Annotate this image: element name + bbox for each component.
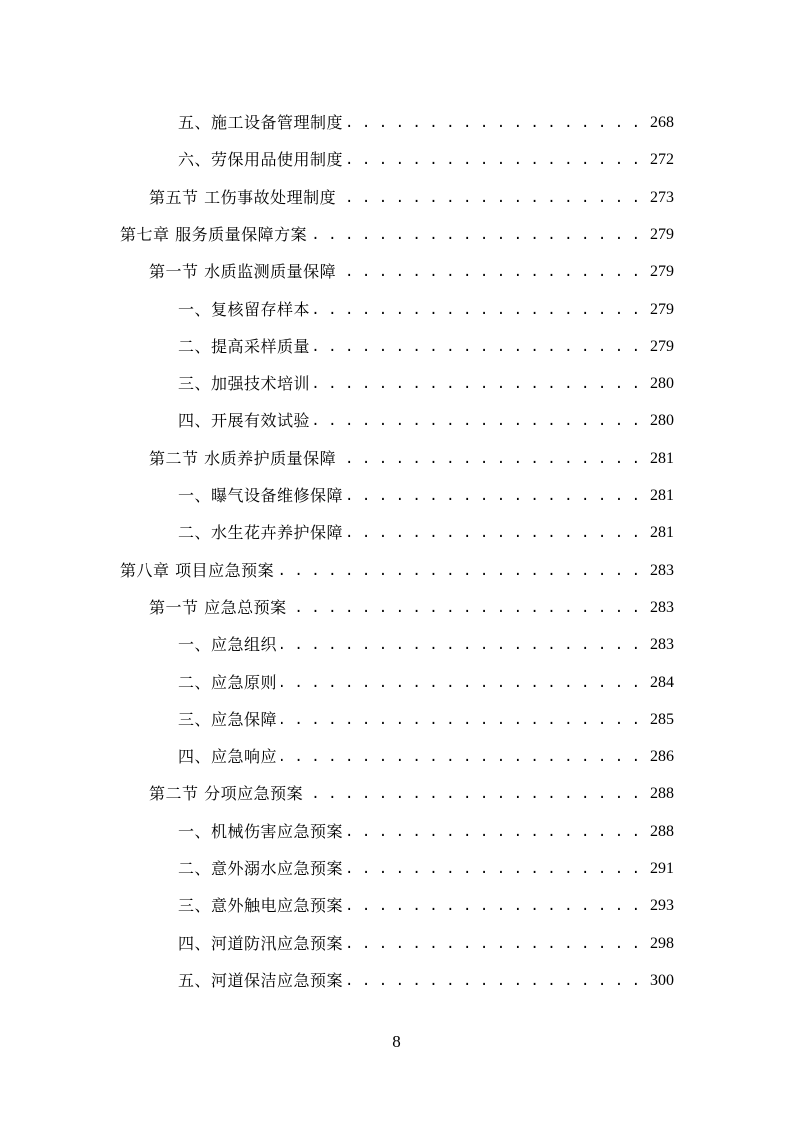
toc-entry[interactable] [178,667,674,693]
toc-entry-page: 288 [650,785,674,803]
toc-dot-leader [314,411,640,431]
toc-entry-page: 280 [650,375,674,393]
toc-dot-leader [307,784,640,804]
toc-entry-title: 四、开展有效试验 [178,411,311,431]
toc-dot-leader [278,561,640,581]
toc-entry[interactable] [149,256,674,282]
toc-entry-title: 一、应急组织 [178,635,278,655]
toc-dot-leader [347,896,640,916]
toc-dot-leader [281,710,640,730]
toc-dot-leader [281,635,640,655]
toc-dot-leader [281,747,640,767]
toc-entry-title: 一、曝气设备维修保障 [178,486,344,505]
toc-entry[interactable] [178,629,674,655]
toc-entry-page: 288 [650,822,674,840]
toc-entry[interactable] [149,182,674,208]
toc-entry-page: 300 [650,971,674,989]
toc-entry[interactable] [149,778,674,804]
toc-entry[interactable] [149,443,674,469]
toc-entry-title: 三、意外触电应急预案 [178,896,344,916]
toc-dot-leader [347,523,640,543]
toc-entry-title: 四、河道防汛应急预案 [178,933,344,953]
toc-entry[interactable] [178,965,674,991]
toc-entry[interactable] [178,480,674,506]
toc-dot-leader [347,486,640,506]
toc-entry-page: 291 [650,860,674,877]
toc-dot-leader [347,971,640,991]
toc-dot-leader [347,822,640,842]
toc-dot-leader [314,300,640,320]
toc-entry-page: 268 [650,114,674,131]
toc-entry-page: 283 [650,598,674,616]
toc-entry[interactable] [178,331,674,357]
page-number: 8 [392,1032,401,1051]
toc-entry-title: 六、劳保用品使用制度 [178,150,344,170]
toc-entry-page: 298 [650,934,674,952]
toc-entry[interactable] [178,517,674,543]
toc-entry-page: 273 [650,188,674,206]
toc-entry-title: 第二节 分项应急预案 [149,784,304,804]
toc-entry-title: 第五节 工伤事故处理制度 [149,187,337,207]
toc-entry[interactable] [149,592,674,618]
toc-entry[interactable] [178,741,674,767]
toc-entry-page: 279 [650,263,674,281]
toc-dot-leader [314,374,640,394]
toc-entry-title: 一、机械伤害应急预案 [178,821,344,841]
toc-dot-leader [347,150,640,170]
toc-entry-page: 279 [650,225,674,243]
toc-dot-leader [314,337,640,357]
toc-entry-title: 三、加强技术培训 [178,374,311,394]
toc-dot-leader [340,449,640,469]
toc-entry-title: 二、提高采样质量 [178,336,311,356]
toc-entry-title: 第八章 项目应急预案 [120,560,275,580]
toc-dot-leader [340,262,640,282]
toc-dot-leader [347,859,640,879]
toc-entry-title: 第七章 服务质量保障方案 [120,224,308,244]
toc-entry-title: 第一节 水质监测质量保障 [149,262,337,282]
toc-entry-page: 286 [650,748,674,766]
toc-entry-page: 279 [650,337,674,355]
toc-entry-page: 283 [650,636,674,654]
toc-entry[interactable] [178,816,674,842]
toc-entry-title: 二、应急原则 [178,672,278,692]
toc-entry[interactable] [178,853,674,879]
toc-entry-page: 281 [650,487,674,504]
toc-entry-page: 283 [650,561,674,579]
toc-entry[interactable] [178,144,674,170]
toc-entry-title: 四、应急响应 [178,747,278,767]
toc-entry[interactable] [120,219,674,245]
toc-entry[interactable] [178,704,674,730]
toc-entry-page: 293 [650,897,674,915]
toc-entry-title: 一、复核留存样本 [178,299,311,319]
toc-entry[interactable] [178,368,674,394]
toc-dot-leader [347,113,640,133]
toc-entry-page: 284 [650,673,674,691]
toc-entry[interactable] [178,107,674,133]
toc-entry-page: 285 [650,710,674,728]
toc-entry-page: 280 [650,412,674,430]
toc-entry-page: 272 [650,151,674,169]
toc-entry-title: 五、河道保洁应急预案 [178,970,344,990]
toc-entry-title: 二、水生花卉养护保障 [178,523,344,543]
toc-entry-page: 279 [650,300,674,318]
toc-entry[interactable] [178,928,674,954]
toc-dot-leader [311,225,640,245]
toc-entry-title: 二、意外溺水应急预案 [178,859,344,878]
toc-entry-title: 三、应急保障 [178,709,278,729]
toc-entry-title: 第一节 应急总预案 [149,597,287,617]
toc-dot-leader [291,598,640,618]
toc-entry[interactable] [178,890,674,916]
toc-entry-page: 281 [650,449,674,467]
toc-dot-leader [340,188,640,208]
toc-entry[interactable] [120,555,674,581]
toc-dot-leader [281,673,640,693]
toc-entry-title: 五、施工设备管理制度 [178,113,344,132]
toc-entry-page: 281 [650,524,674,542]
toc-dot-leader [347,934,640,954]
toc-entry[interactable] [178,294,674,320]
toc-entry[interactable] [178,405,674,431]
toc-entry-title: 第二节 水质养护质量保障 [149,448,337,468]
